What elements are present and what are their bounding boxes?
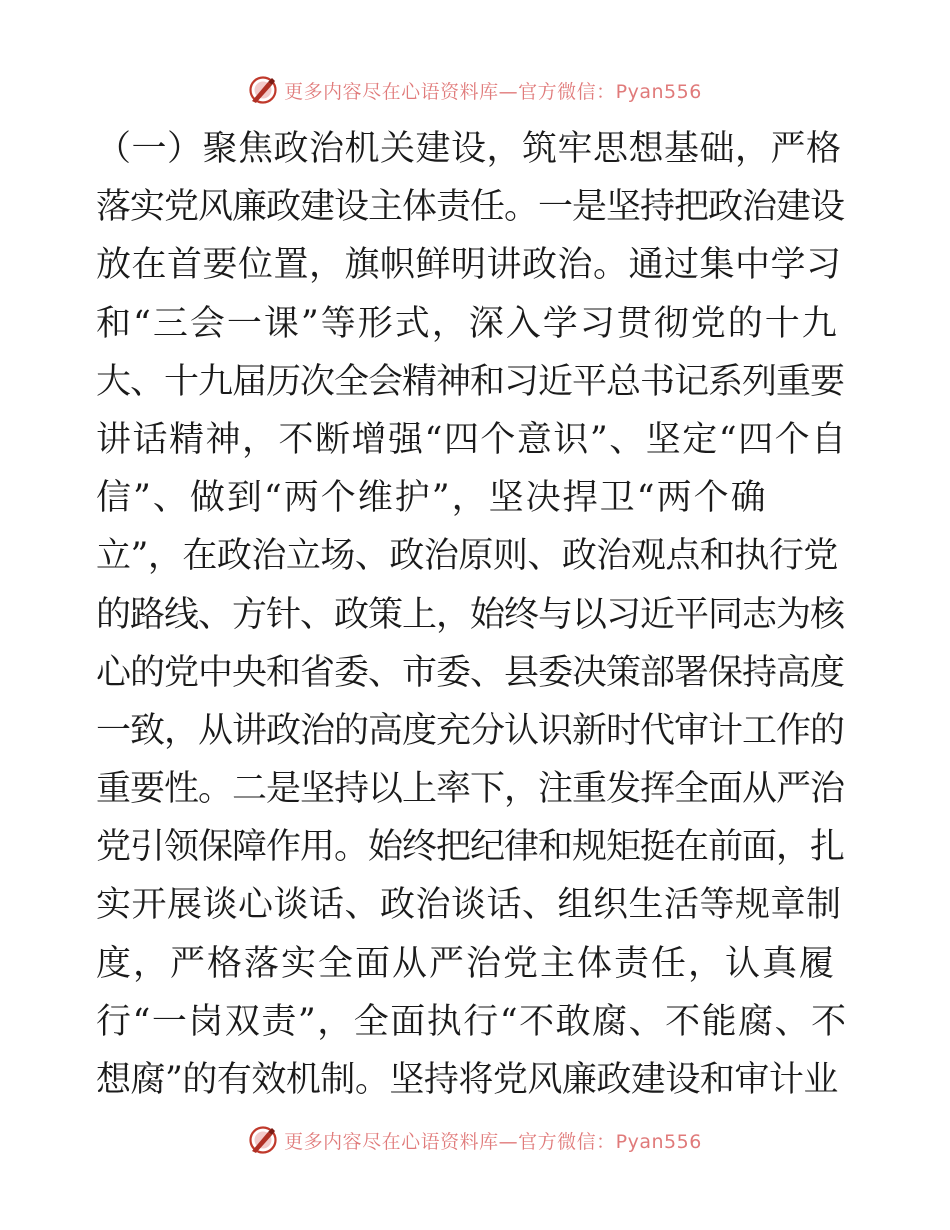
- body-line: 信”、做到“两个维护”，坚决捍卫“两个确: [96, 478, 768, 519]
- body-line: 一致，从讲政治的高度充分认识新时代审计工作的: [96, 710, 845, 751]
- seal-pen-logo-icon: [248, 75, 278, 105]
- body-line: 心的党中央和省委、市委、县委决策部署保持高度: [96, 652, 845, 693]
- body-line: 放在首要位置，旗帜鲜明讲政治。通过集中学习: [96, 245, 842, 286]
- body-line: 和“三会一课”等形式，深入学习贯彻党的十九: [96, 303, 839, 344]
- body-line: 的路线、方针、政策上，始终与以习近平同志为核: [96, 594, 845, 635]
- header-watermark-banner: [0, 70, 950, 110]
- seal-pen-logo-icon: [248, 1125, 278, 1155]
- body-line: 落实党风廉政建设主体责任。一是坚持把政治建设: [96, 187, 845, 228]
- document-body: [96, 120, 856, 1109]
- footer-watermark-text: 更多内容尽在心语资料库—官方微信：Pyan556: [284, 1130, 702, 1153]
- body-line: 党引领保障作用。始终把纪律和规矩挺在前面，扎: [96, 827, 845, 868]
- body-line: 重要性。二是坚持以上率下，注重发挥全面从严治: [96, 769, 845, 810]
- body-line: 大、十九届历次全会精神和习近平总书记系列重要: [96, 361, 845, 402]
- body-line: 立”，在政治立场、政治原则、政治观点和执行党: [96, 536, 838, 577]
- header-watermark-text: 更多内容尽在心语资料库—官方微信：Pyan556: [284, 80, 702, 103]
- body-line: 想腐”的有效机制。坚持将党风廉政建设和审计业: [96, 1060, 838, 1100]
- body-line: 度，严格落实全面从严治党主体责任，认真履: [96, 943, 837, 984]
- footer-watermark-banner: [0, 1120, 950, 1160]
- body-line: 实开展谈心谈话、政治谈话、组织生活等规章制: [96, 885, 842, 926]
- body-line: （一）聚焦政治机关建设，筑牢思想基础，严格: [96, 129, 842, 169]
- body-line: 讲话精神，不断增强“四个意识”、坚定“四个自: [96, 419, 848, 460]
- body-line: 行“一岗双责”，全面执行“不敢腐、不能腐、不: [96, 1001, 848, 1042]
